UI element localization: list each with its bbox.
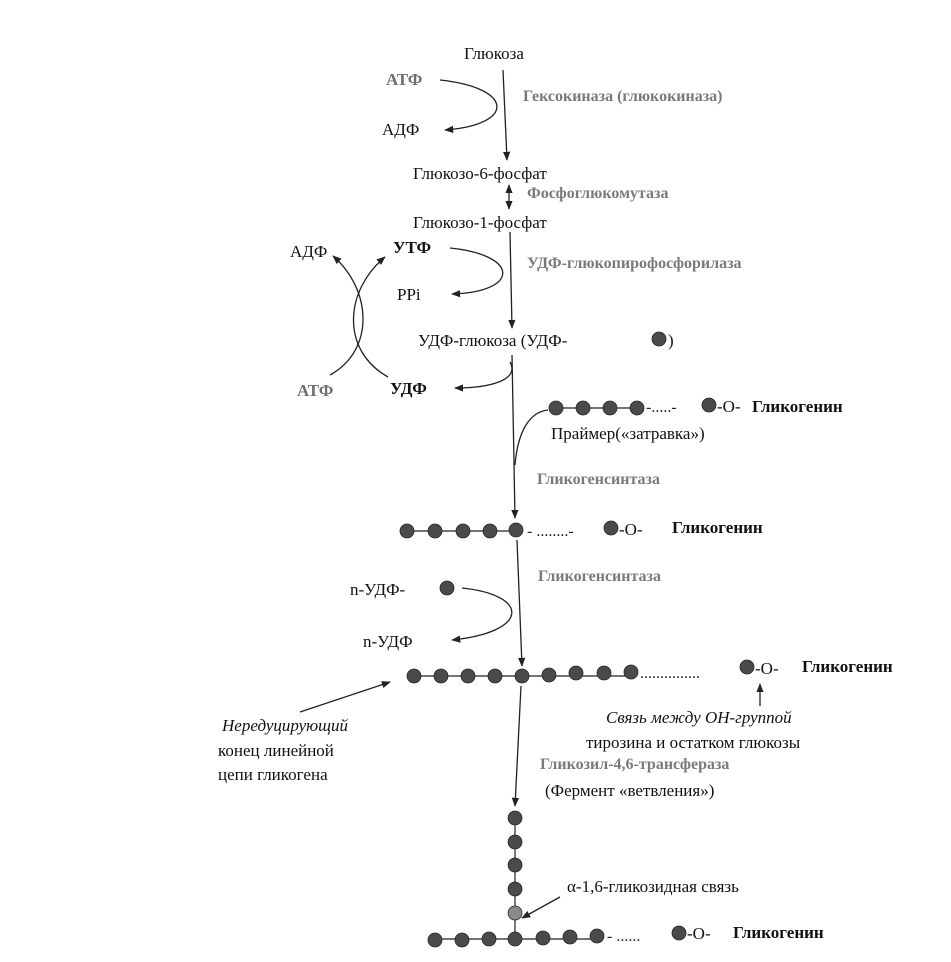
arrow-nonreducing: [300, 682, 390, 712]
atp-label-1: АТФ: [386, 70, 423, 89]
adp-label-2: АДФ: [290, 242, 328, 261]
primer-chain-dots: -.....-: [646, 399, 677, 416]
nonreducing-line-2: конец линейной: [218, 741, 334, 760]
chain4-residue: [428, 933, 442, 947]
curve-udp-utp-cross: [353, 257, 388, 377]
arrow-chain3-branch: [515, 686, 521, 806]
chain4-o: -О-: [687, 924, 711, 943]
utp-label: УТФ: [393, 238, 432, 257]
chain3-residue: [569, 666, 583, 680]
glycogen-synthase-label-1: Гликогенсинтаза: [537, 471, 660, 488]
chain2-residue: [400, 524, 414, 538]
chain2-residue-end: [604, 521, 618, 535]
chain3-residue: [542, 668, 556, 682]
primer-residue-end: [702, 398, 716, 412]
arrow-glucose-g6p: [503, 70, 507, 160]
chain2-o: -О-: [619, 520, 643, 539]
chain4-residue: [590, 929, 604, 943]
chain3-residue-end: [740, 660, 754, 674]
udp-glucose-close: ): [668, 331, 674, 350]
curve-n-udp: [452, 588, 512, 640]
chain3-residue: [624, 665, 638, 679]
chain2-residue: [509, 523, 523, 537]
atp-label-2: АТФ: [297, 381, 334, 400]
chain4-residue: [482, 932, 496, 946]
n-udp-glc-dot: [440, 581, 454, 595]
nonreducing-line-3: цепи гликогена: [218, 765, 328, 784]
g6p-label: Глюкозо-6-фосфат: [413, 164, 547, 183]
hexokinase-label: Гексокиназа (глюкокиназа): [523, 88, 723, 105]
chain3-residue: [515, 669, 529, 683]
curve-primer: [515, 410, 548, 465]
glycogenin-label-1: Гликогенин: [752, 397, 843, 416]
branch-residue: [508, 858, 522, 872]
adp-label-1: АДФ: [382, 120, 420, 139]
glycogen-synthase-label-2: Гликогенсинтаза: [538, 568, 661, 585]
chain2-residue: [456, 524, 470, 538]
branch-residue: [508, 882, 522, 896]
glycogenin-label-3: Гликогенин: [802, 657, 893, 676]
ppi-label: PPi: [397, 285, 421, 304]
udp-pyrophosphorylase-label: УДФ-глюкопирофосфорилаза: [527, 255, 742, 272]
curve-atp-adp-1: [440, 80, 497, 130]
primer-o: -О-: [717, 397, 741, 416]
chain4-residue-end: [672, 926, 686, 940]
phosphoglucomutase-label: Фосфоглюкомутаза: [527, 185, 669, 202]
chain2-dots: - ........-: [527, 523, 574, 540]
nonreducing-line-1: Нередуцирующий: [222, 716, 349, 735]
chain3-residue: [597, 666, 611, 680]
primer-label: Праймер(«затравка»): [551, 424, 705, 443]
primer-residue: [603, 401, 617, 415]
bond-line-1: Связь между ОН-группой: [606, 708, 792, 727]
chain4-residue: [508, 932, 522, 946]
udp-glucose-label: УДФ-глюкоза (УДФ-: [418, 331, 568, 350]
chain3-o: -О-: [755, 659, 779, 678]
primer-residue: [549, 401, 563, 415]
arrow-alpha-bond: [522, 897, 560, 918]
arrow-chain2-chain3: [517, 540, 522, 666]
alpha-bond-label: α-1,6-гликозидная связь: [567, 877, 739, 896]
curve-atp-adp-cross-1: [330, 256, 363, 375]
chain4-dots: - ......: [607, 928, 641, 945]
chain3-residue: [434, 669, 448, 683]
chain3-residue: [488, 669, 502, 683]
glycogenin-label-4: Гликогенин: [733, 923, 824, 942]
g1p-label: Глюкозо-1-фосфат: [413, 213, 547, 232]
udpglc-residue-dot: [652, 332, 666, 346]
n-udp-label: n-УДФ: [363, 632, 413, 651]
n-udp-glc-label: n-УДФ-: [350, 580, 406, 599]
branching-enzyme-line-1: Гликозил-4,6-трансфераза: [540, 756, 730, 773]
branch-point-residue: [508, 906, 522, 920]
glycogenin-label-2: Гликогенин: [672, 518, 763, 537]
chain4-residue: [563, 930, 577, 944]
bond-line-2: тирозина и остатком глюкозы: [586, 733, 801, 752]
primer-residue: [576, 401, 590, 415]
primer-residue: [630, 401, 644, 415]
chain3-residue: [461, 669, 475, 683]
branch-residue: [508, 835, 522, 849]
chain3-residue: [407, 669, 421, 683]
arrow-g1p-udpglc: [510, 232, 512, 328]
chain2-residue: [428, 524, 442, 538]
branch-residue: [508, 811, 522, 825]
chain2-residue: [483, 524, 497, 538]
glucose-label: Глюкоза: [464, 44, 524, 63]
chain3-dots: ...............: [640, 665, 700, 682]
chain4-residue: [536, 931, 550, 945]
udp-label: УДФ: [390, 379, 427, 398]
chain4-residue: [455, 933, 469, 947]
branching-enzyme-line-2: (Фермент «ветвления»): [545, 781, 715, 800]
curve-udp-return: [455, 362, 512, 388]
arrow-udpglc-chain: [512, 355, 515, 518]
curve-utp-ppi: [450, 248, 503, 294]
